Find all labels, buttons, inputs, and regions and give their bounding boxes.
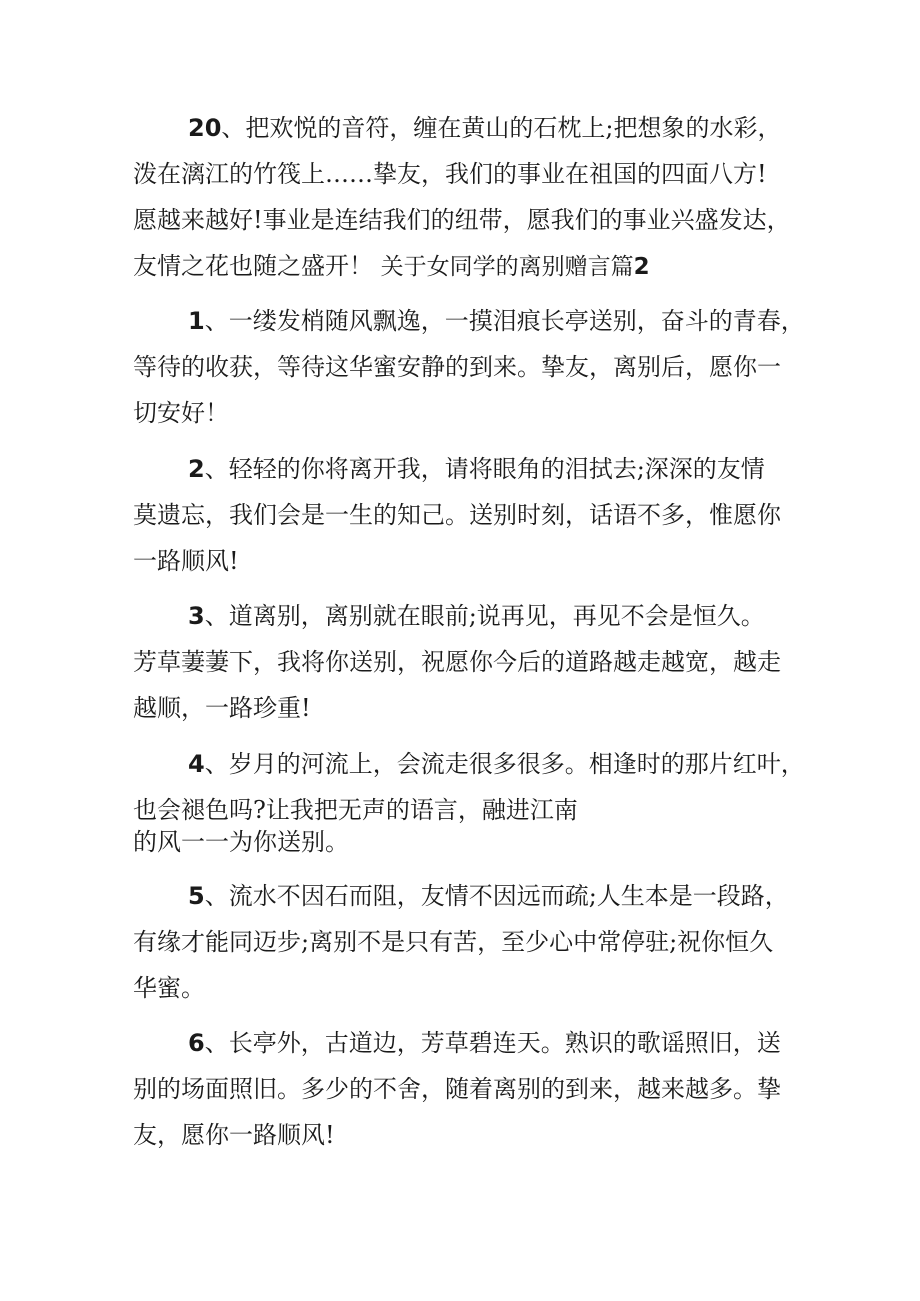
paragraph-4 [133, 741, 803, 865]
paragraph-line: 友情之花也随之盛开！ [133, 252, 373, 280]
paragraph-line: 越顺，一路珍重! [133, 694, 311, 722]
paragraph-line: 也会褪色吗?让我把无声的语言，融进江南 [133, 796, 578, 824]
paragraph-line: 别的场面照旧。多少的不舍，随着离别的到来，越来越多。挚 [133, 1075, 781, 1103]
paragraph-3 [133, 593, 803, 731]
paragraph-line: 、把欢悦的音符，缠在黄山的石枕上;把想象的水彩， [221, 114, 782, 142]
paragraph-line: 莫遗忘，我们会是一生的知己。送别时刻，话语不多，惟愿你 [133, 501, 781, 529]
paragraph-line: 、一缕发梢随风飘逸，一摸泪痕长亭送别，奋斗的青春， [204, 307, 805, 335]
paragraph-line: 切安好！ [133, 399, 229, 427]
section-heading: 关于女同学的离别赠言篇 [380, 254, 634, 280]
paragraph-line: 芳草萋萋下，我将你送别，祝愿你今后的道路越走越宽，越走 [133, 648, 781, 676]
paragraph-number: 4 [188, 750, 205, 778]
paragraph-5 [133, 873, 803, 1011]
paragraph-number: 2 [188, 455, 205, 483]
paragraph-line: 友，愿你一路顺风! [133, 1121, 335, 1149]
paragraph-line: 、长亭外，古道边，芳草碧连天。熟识的歌谣照旧，送 [204, 1029, 781, 1057]
paragraph-line: 、岁月的河流上，会流走很多很多。相逢时的那片红叶， [204, 750, 805, 778]
paragraph-line: 、流水不因石而阻，友情不因远而疏;人生本是一段路， [204, 882, 789, 910]
paragraph-number: 3 [188, 602, 205, 630]
paragraph-2 [133, 446, 803, 584]
paragraph-number: 6 [188, 1029, 205, 1057]
paragraph-line: 泼在漓江的竹筏上……挚友，我们的事业在祖国的四面八方! [133, 160, 767, 188]
paragraph-line: 愿越来越好!事业是连结我们的纽带，愿我们的事业兴盛发达， [133, 206, 791, 234]
paragraph-line: 的风一一为你送别。 [133, 828, 349, 856]
paragraph-line: 华蜜。 [133, 974, 205, 1002]
paragraph-number: 1 [188, 307, 205, 335]
paragraph-line: 有缘才能同迈步;离别不是只有苦，至少心中常停驻;祝你恒久 [133, 928, 774, 956]
paragraph-line: 等待的收获，等待这华蜜安静的到来。挚友，离别后，愿你一 [133, 353, 781, 381]
paragraph-number: 20 [188, 114, 222, 142]
section-heading-number: 2 [633, 254, 650, 280]
paragraph-line: 一路顺风! [133, 547, 239, 575]
paragraph-1 [133, 298, 803, 436]
paragraph-line: 、轻轻的你将离开我，请将眼角的泪拭去;深深的友情 [204, 455, 765, 483]
paragraph-20 [133, 105, 803, 290]
paragraph-line: 、道离别，离别就在眼前;说再见，再见不会是恒久。 [204, 602, 765, 630]
paragraph-6 [133, 1020, 803, 1158]
paragraph-number: 5 [188, 882, 205, 910]
